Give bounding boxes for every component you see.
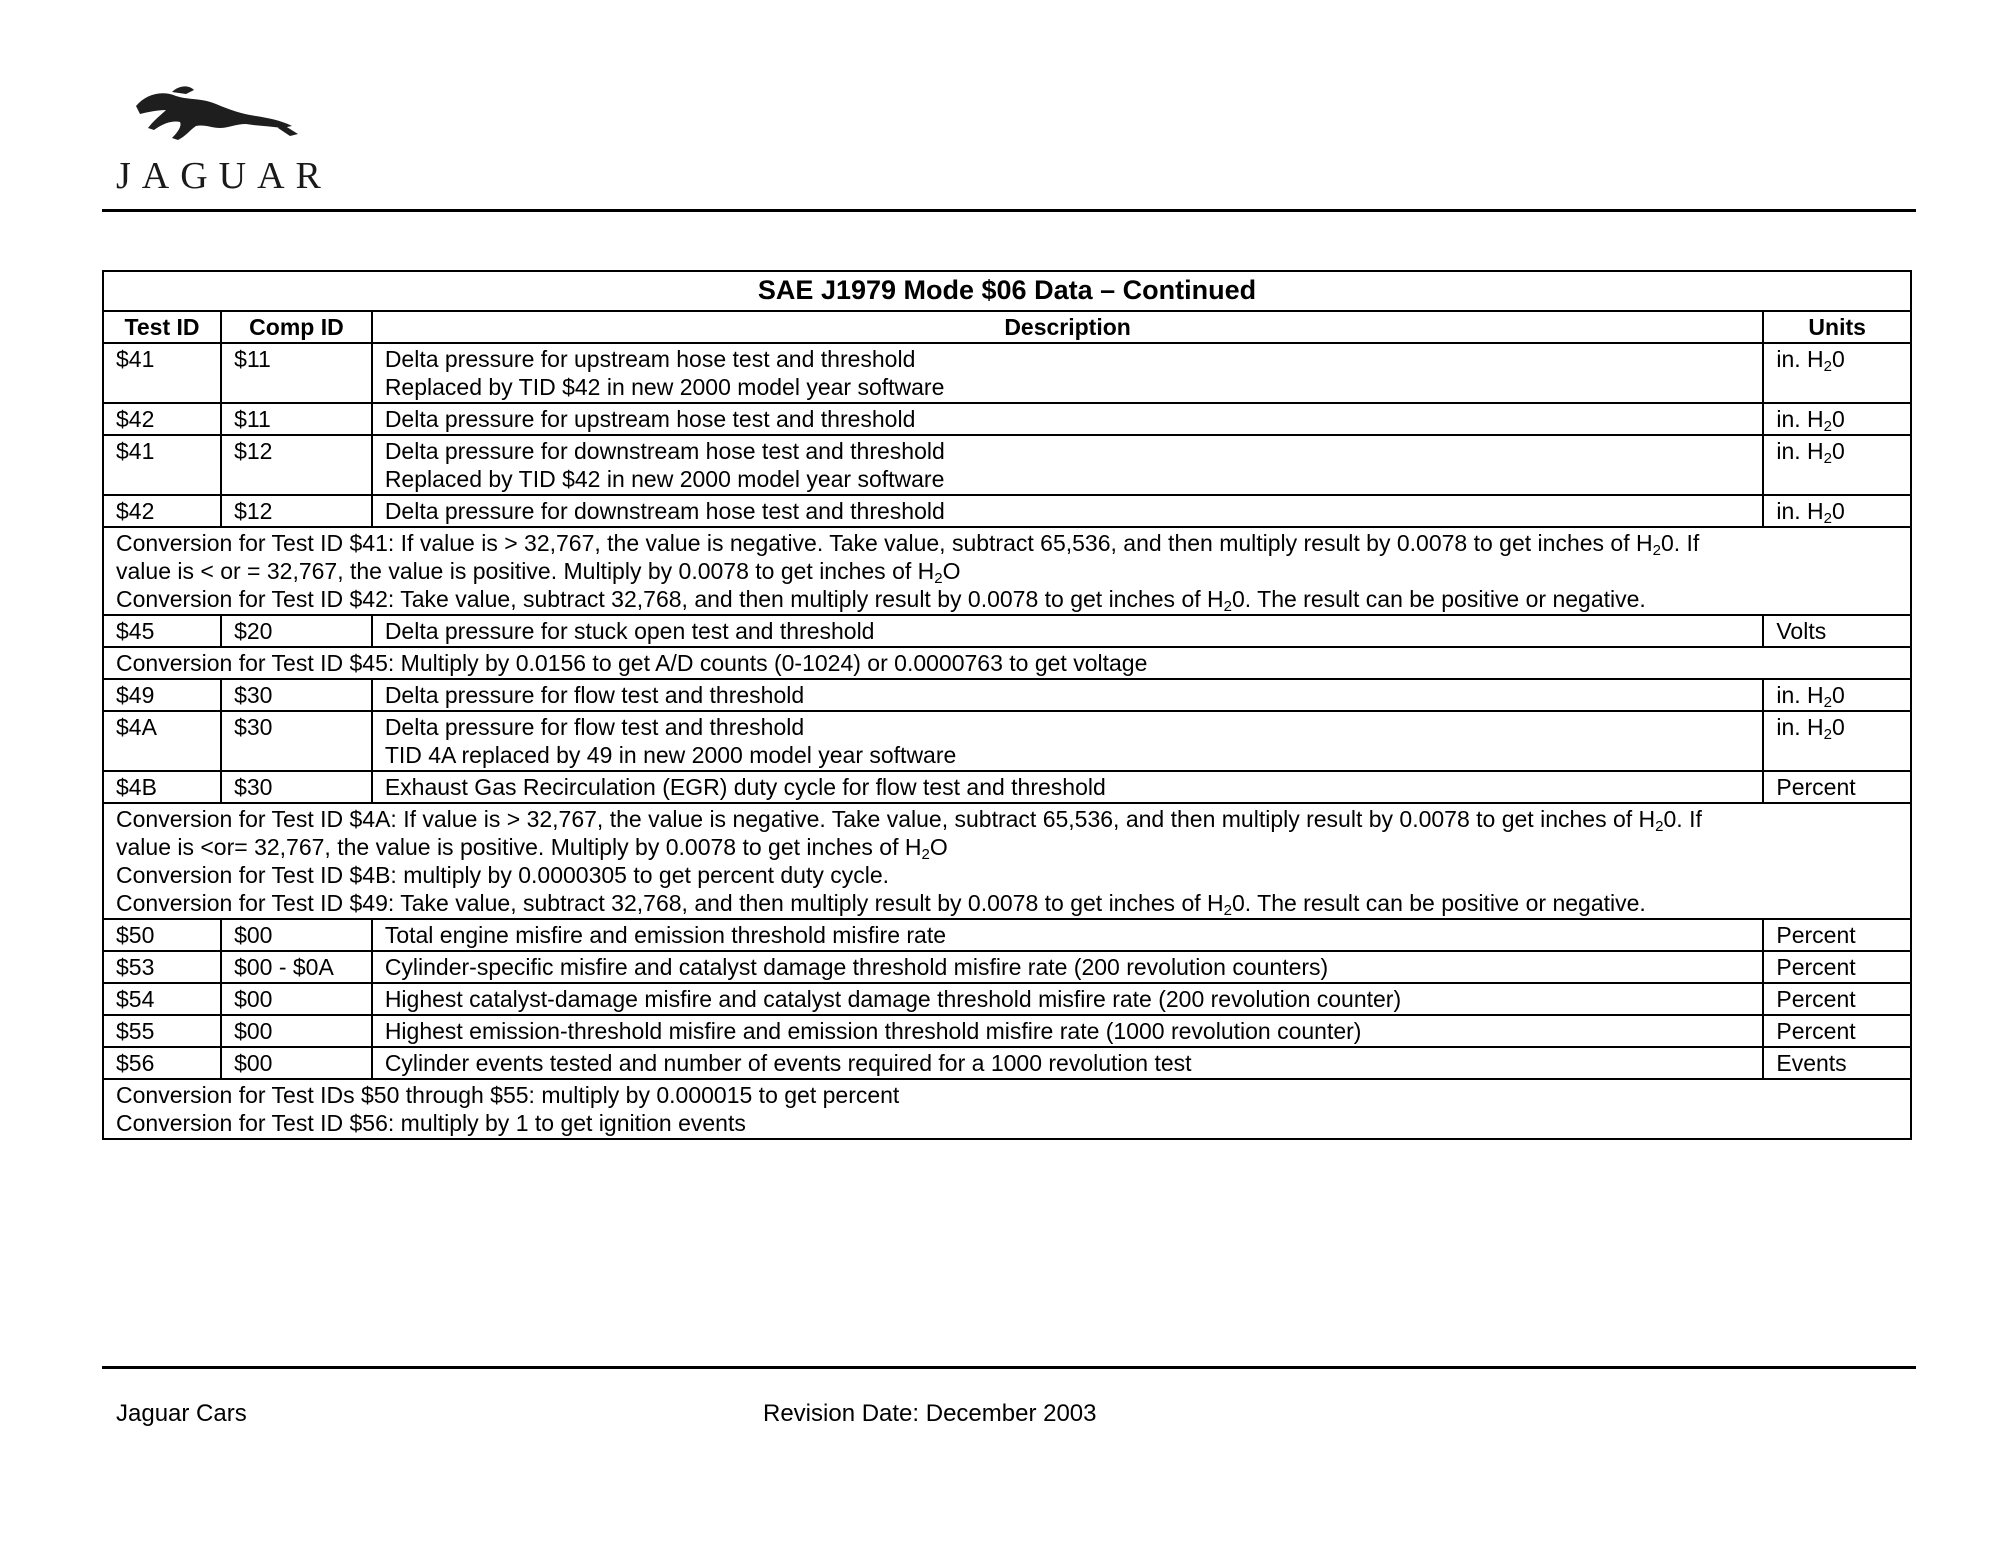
test-id-cell: $53 <box>103 951 221 983</box>
comp-id-cell: $00 <box>221 919 372 951</box>
table-row <box>103 951 1911 983</box>
table-row <box>103 495 1911 527</box>
column-header: Comp ID <box>221 311 372 343</box>
description-cell: Delta pressure for downstream hose test and threshold <box>372 495 1764 527</box>
comp-id-cell: $12 <box>221 495 372 527</box>
description-cell: Exhaust Gas Recirculation (EGR) duty cycle for flow test and threshold <box>372 771 1764 803</box>
test-id-cell: $41 <box>103 343 221 403</box>
units-cell: Percent <box>1763 1015 1911 1047</box>
description-cell: Cylinder-specific misfire and catalyst damage threshold misfire rate (200 revolution counters) <box>372 951 1764 983</box>
table-row <box>103 711 1911 771</box>
units-cell: in. $H_20$ <box>1763 435 1911 495</box>
comp-id-cell: $30 <box>221 679 372 711</box>
table-row <box>103 771 1911 803</box>
comp-id-cell: $00 - $0A <box>221 951 372 983</box>
units-cell: in. $H_20$ <box>1763 343 1911 403</box>
description-cell: Cylinder events tested and number of events required for a 1000 revolution test <box>372 1047 1764 1079</box>
test-id-cell: $49 <box>103 679 221 711</box>
table-row <box>103 1015 1911 1047</box>
column-header: Test ID <box>103 311 221 343</box>
description-cell: Delta pressure for upstream hose test and threshold Replaced by TID $42 in new 2000 model year software <box>372 343 1764 403</box>
table-row <box>103 403 1911 435</box>
table-title: SAE J1979 Mode $06 Data – Continued <box>103 271 1911 311</box>
units-cell: Percent <box>1763 771 1911 803</box>
units-cell: Events <box>1763 1047 1911 1079</box>
column-header: Description <box>372 311 1764 343</box>
comp-id-cell: $00 <box>221 1047 372 1079</box>
comp-id-cell: $00 <box>221 983 372 1015</box>
comp-id-cell: $00 <box>221 1015 372 1047</box>
conversion-note-row <box>103 527 1911 615</box>
conversion-note: Conversion for Test ID $4A: If value is > 32,767, the value is negative. Take value, subtract 65,536, and then multiply result by 0.0078 to get inches of $H_20$. If value is <or= 32,767, the value is positive. Multiply by 0.0078 to get inches of $H_2O$ Conversion for Test ID $4B: multiply by 0.0000305 to get percent duty cycle. Conversion for Test ID $49: Take value, subtract 32,768, and then multiply result by 0.0078 to get inches of $H_20$. The result can be positive or negative. <box>103 803 1911 919</box>
description-cell: Delta pressure for flow test and threshold TID 4A replaced by 49 in new 2000 model year software <box>372 711 1764 771</box>
jaguar-logo <box>112 84 332 197</box>
units-cell: Percent <box>1763 919 1911 951</box>
comp-id-cell: $30 <box>221 711 372 771</box>
test-id-cell: $54 <box>103 983 221 1015</box>
description-cell: Delta pressure for stuck open test and threshold <box>372 615 1764 647</box>
footer-revision-date: Revision Date: December 2003 <box>763 1400 1097 1427</box>
column-header: Units <box>1763 311 1911 343</box>
table-row <box>103 983 1911 1015</box>
logo-wordmark: JAGUAR <box>116 155 332 197</box>
footer-rule <box>102 1366 1916 1369</box>
test-id-cell: $4A <box>103 711 221 771</box>
mode06-data-table <box>102 270 1912 1140</box>
comp-id-cell: $11 <box>221 343 372 403</box>
table-row <box>103 919 1911 951</box>
units-cell: in. $H_20$ <box>1763 495 1911 527</box>
header-rule <box>102 209 1916 212</box>
description-cell: Delta pressure for downstream hose test and threshold Replaced by TID $42 in new 2000 model year software <box>372 435 1764 495</box>
description-cell: Highest catalyst-damage misfire and catalyst damage threshold misfire rate (200 revolution counter) <box>372 983 1764 1015</box>
test-id-cell: $55 <box>103 1015 221 1047</box>
test-id-cell: $50 <box>103 919 221 951</box>
comp-id-cell: $11 <box>221 403 372 435</box>
units-cell: Percent <box>1763 983 1911 1015</box>
units-cell: Percent <box>1763 951 1911 983</box>
footer-company: Jaguar Cars <box>116 1400 247 1427</box>
comp-id-cell: $12 <box>221 435 372 495</box>
conversion-note: Conversion for Test ID $41: If value is > 32,767, the value is negative. Take value, subtract 65,536, and then multiply result by 0.0078 to get inches of $H_20$. If value is < or = 32,767, the value is positive. Multiply by 0.0078 to get inches of $H_2O$ Conversion for Test ID $42: Take value, subtract 32,768, and then multiply result by 0.0078 to get inches of $H_20$. The result can be positive or negative. <box>103 527 1911 615</box>
table-row <box>103 1047 1911 1079</box>
test-id-cell: $42 <box>103 403 221 435</box>
units-cell: in. $H_20$ <box>1763 679 1911 711</box>
units-cell: in. $H_20$ <box>1763 711 1911 771</box>
table-header-row <box>103 311 1911 343</box>
description-cell: Highest emission-threshold misfire and emission threshold misfire rate (1000 revolution counter) <box>372 1015 1764 1047</box>
conversion-note-row <box>103 1079 1911 1139</box>
conversion-note: Conversion for Test ID $45: Multiply by 0.0156 to get A/D counts (0-1024) or 0.0000763 to get voltage <box>103 647 1911 679</box>
units-cell: Volts <box>1763 615 1911 647</box>
conversion-note-row <box>103 803 1911 919</box>
conversion-note-row <box>103 647 1911 679</box>
test-id-cell: $56 <box>103 1047 221 1079</box>
test-id-cell: $4B <box>103 771 221 803</box>
table-row <box>103 615 1911 647</box>
units-cell: in. $H_20$ <box>1763 403 1911 435</box>
test-id-cell: $41 <box>103 435 221 495</box>
table-row <box>103 679 1911 711</box>
comp-id-cell: $20 <box>221 615 372 647</box>
description-cell: Delta pressure for upstream hose test and threshold <box>372 403 1764 435</box>
comp-id-cell: $30 <box>221 771 372 803</box>
conversion-note: Conversion for Test IDs $50 through $55: multiply by 0.000015 to get percent Conversion for Test ID $56: multiply by 1 to get ignition events <box>103 1079 1911 1139</box>
description-cell: Delta pressure for flow test and threshold <box>372 679 1764 711</box>
description-cell: Total engine misfire and emission threshold misfire rate <box>372 919 1764 951</box>
leaping-jaguar-icon <box>132 84 302 148</box>
test-id-cell: $45 <box>103 615 221 647</box>
test-id-cell: $42 <box>103 495 221 527</box>
table-row <box>103 343 1911 403</box>
table-row <box>103 435 1911 495</box>
